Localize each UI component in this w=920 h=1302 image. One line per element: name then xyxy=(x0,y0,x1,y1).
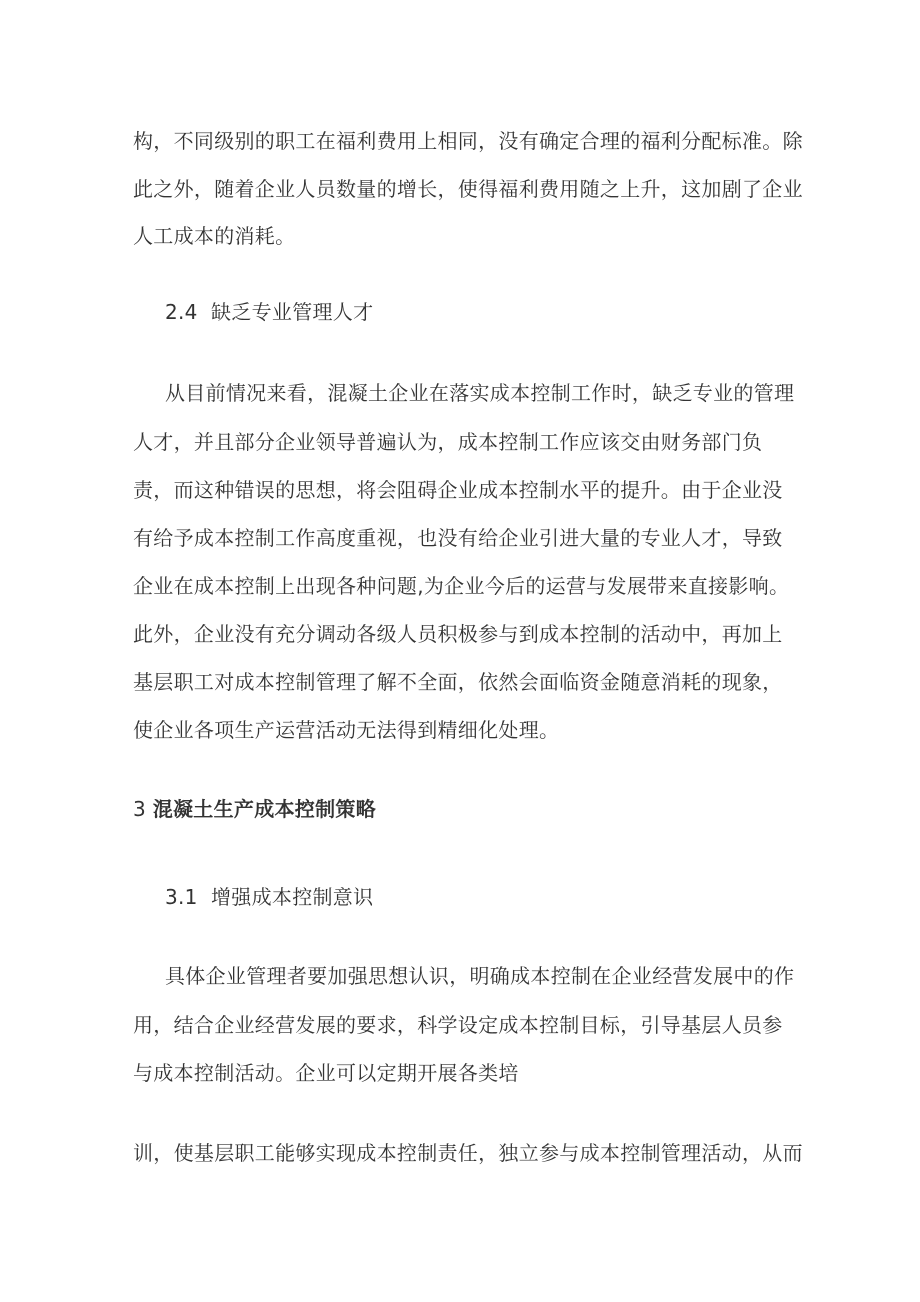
text-line: 基层职工对成本控制管理了解不全面，依然会面临资金随意消耗的现象， xyxy=(133,670,783,694)
text-line: 企业在成本控制上出现各种问题,为企业今后的运营与发展带来直接影响。 xyxy=(133,574,790,598)
section-number: 3 xyxy=(133,797,147,821)
text-line: 此外，企业没有充分调动各级人员积极参与到成本控制的活动中，再加上 xyxy=(133,622,783,646)
section-heading-3-1 xyxy=(165,882,373,912)
text-line: 从目前情况来看，混凝土企业在落实成本控制工作时，缺乏专业的管理 xyxy=(165,381,795,405)
text-line: 人工成本的消耗。 xyxy=(133,224,296,248)
section-title: 增强成本控制意识 xyxy=(211,885,374,909)
text-line: 构，不同级别的职工在福利费用上相同，没有确定合理的福利分配标准。除 xyxy=(133,129,803,153)
text-line: 责，而这种错误的思想，将会阻碍企业成本控制水平的提升。由于企业没 xyxy=(133,478,783,502)
text-line: 此之外，随着企业人员数量的增长，使得福利费用随之上升，这加剧了企业 xyxy=(133,177,803,201)
text-line: 训，使基层职工能够实现成本控制责任，独立参与成本控制管理活动，从而 xyxy=(133,1141,803,1165)
section-title: 混凝土生产成本控制策略 xyxy=(152,797,377,821)
section-heading-3 xyxy=(133,794,376,824)
text-line: 人才，并且部分企业领导普遍认为，成本控制工作应该交由财务部门负 xyxy=(133,430,763,454)
text-line: 与成本控制活动。企业可以定期开展各类培 xyxy=(133,1061,519,1085)
text-line: 用，结合企业经营发展的要求，科学设定成本控制目标，引导基层人员参 xyxy=(133,1013,783,1037)
section-title: 缺乏专业管理人才 xyxy=(211,300,374,324)
text-line: 具体企业管理者要加强思想认识，明确成本控制在企业经营发展中的作 xyxy=(165,964,795,988)
text-line: 有给予成本控制工作高度重视，也没有给企业引进大量的专业人才，导致 xyxy=(133,526,783,550)
section-heading-2-4 xyxy=(165,297,373,327)
section-number: 3.1 xyxy=(165,885,198,909)
section-number: 2.4 xyxy=(165,300,198,324)
text-line: 使企业各项生产运营活动无法得到精细化处理。 xyxy=(133,718,560,742)
